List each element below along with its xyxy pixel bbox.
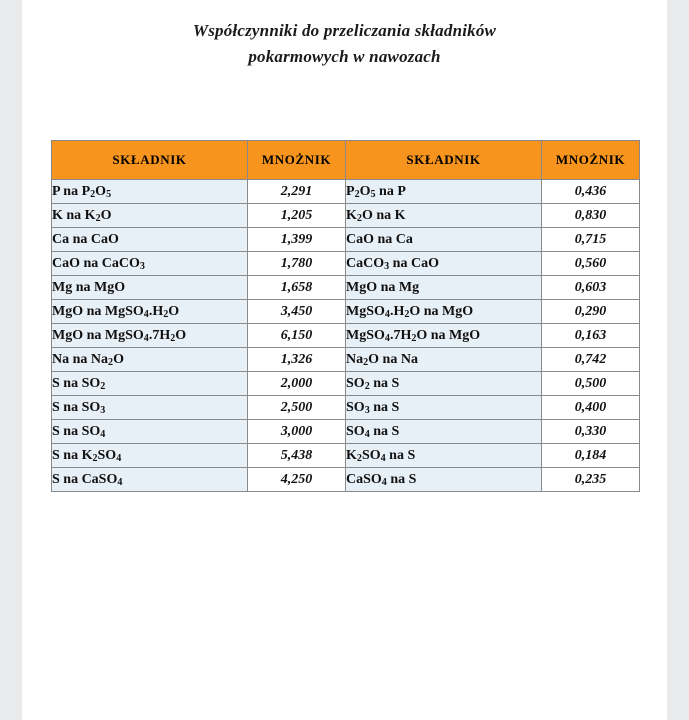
- cell-multiplier-right: 0,742: [542, 348, 640, 372]
- cell-multiplier-right: 0,436: [542, 180, 640, 204]
- page-title: [22, 0, 667, 71]
- table-row: [52, 396, 640, 420]
- table-row: [52, 180, 640, 204]
- cell-multiplier-left: 1,205: [248, 204, 346, 228]
- cell-multiplier-right: 0,235: [542, 468, 640, 492]
- cell-component-right: CaCO$_3$ na CaO: [346, 252, 542, 276]
- cell-component-left: CaO na CaCO$_3$: [52, 252, 248, 276]
- cell-multiplier-right: 0,715: [542, 228, 640, 252]
- cell-multiplier-right: 0,163: [542, 324, 640, 348]
- cell-component-right: CaO na Ca: [346, 228, 542, 252]
- cell-component-left: S na $SO_3$: [52, 396, 248, 420]
- table-row: [52, 228, 640, 252]
- cell-multiplier-left: 2,500: [248, 396, 346, 420]
- table-row: [52, 348, 640, 372]
- cell-multiplier-left: 6,150: [248, 324, 346, 348]
- cell-multiplier-left: 4,250: [248, 468, 346, 492]
- cell-multiplier-right: 0,400: [542, 396, 640, 420]
- cell-multiplier-right: 0,560: [542, 252, 640, 276]
- cell-component-right: $SO_4$ na S: [346, 420, 542, 444]
- cell-component-left: S na CaSO$_4$: [52, 468, 248, 492]
- cell-component-right: $Na_2O$ na Na: [346, 348, 542, 372]
- document-page: [22, 0, 667, 720]
- cell-multiplier-right: 0,603: [542, 276, 640, 300]
- cell-component-right: $K_2O$ na K: [346, 204, 542, 228]
- column-header-component-left: SKŁADNIK: [52, 141, 248, 180]
- cell-component-left: MgO na $MgSO_4.H_2O$: [52, 300, 248, 324]
- table-header: [52, 141, 640, 180]
- cell-multiplier-right: 0,830: [542, 204, 640, 228]
- cell-multiplier-left: 1,658: [248, 276, 346, 300]
- cell-component-left: S na $SO_2$: [52, 372, 248, 396]
- table-row: [52, 252, 640, 276]
- cell-multiplier-left: 3,000: [248, 420, 346, 444]
- cell-multiplier-left: 2,291: [248, 180, 346, 204]
- cell-component-right: $P_2O_5$ na P: [346, 180, 542, 204]
- cell-multiplier-left: 2,000: [248, 372, 346, 396]
- table-body: [52, 180, 640, 492]
- cell-component-right: $MgSO_4.H_2O$ na MgO: [346, 300, 542, 324]
- table-row: [52, 372, 640, 396]
- cell-component-right: CaSO$_4$ na S: [346, 468, 542, 492]
- cell-component-left: MgO na $MgSO_4.7H_2O$: [52, 324, 248, 348]
- table-row: [52, 420, 640, 444]
- table-row: [52, 300, 640, 324]
- cell-component-left: K na $K_2O$: [52, 204, 248, 228]
- cell-component-right: $SO_3$ na S: [346, 396, 542, 420]
- cell-multiplier-left: 1,399: [248, 228, 346, 252]
- cell-multiplier-right: 0,330: [542, 420, 640, 444]
- table-row: [52, 324, 640, 348]
- cell-multiplier-right: 0,290: [542, 300, 640, 324]
- cell-component-right: MgO na Mg: [346, 276, 542, 300]
- column-header-component-right: SKŁADNIK: [346, 141, 542, 180]
- column-header-multiplier-right: MNOŻNIK: [542, 141, 640, 180]
- left-margin: [0, 0, 22, 720]
- table-row: [52, 468, 640, 492]
- conversion-table-container: [51, 140, 639, 492]
- cell-component-right: $SO_2$ na S: [346, 372, 542, 396]
- cell-component-left: Ca na CaO: [52, 228, 248, 252]
- column-header-multiplier-left: MNOŻNIK: [248, 141, 346, 180]
- page-title-line-2: pokarmowych w nawozach: [248, 47, 441, 67]
- cell-multiplier-left: 3,450: [248, 300, 346, 324]
- conversion-table: [51, 140, 640, 492]
- cell-multiplier-left: 5,438: [248, 444, 346, 468]
- cell-component-right: $MgSO_4.7H_2O$ na MgO: [346, 324, 542, 348]
- page-title-line-1: Współczynniki do przeliczania składników: [192, 21, 497, 40]
- table-row: [52, 444, 640, 468]
- table-header-row: [52, 141, 640, 180]
- cell-component-right: $K_2SO_4$ na S: [346, 444, 542, 468]
- table-row: [52, 276, 640, 300]
- cell-component-left: S na $SO_4$: [52, 420, 248, 444]
- cell-multiplier-right: 0,500: [542, 372, 640, 396]
- cell-multiplier-left: 1,780: [248, 252, 346, 276]
- right-margin: [667, 0, 689, 720]
- table-row: [52, 204, 640, 228]
- cell-component-left: P na $P_2O_5$: [52, 180, 248, 204]
- cell-multiplier-left: 1,326: [248, 348, 346, 372]
- cell-component-left: Na na $Na_2O$: [52, 348, 248, 372]
- cell-multiplier-right: 0,184: [542, 444, 640, 468]
- cell-component-left: S na $K_2SO_4$: [52, 444, 248, 468]
- cell-component-left: Mg na MgO: [52, 276, 248, 300]
